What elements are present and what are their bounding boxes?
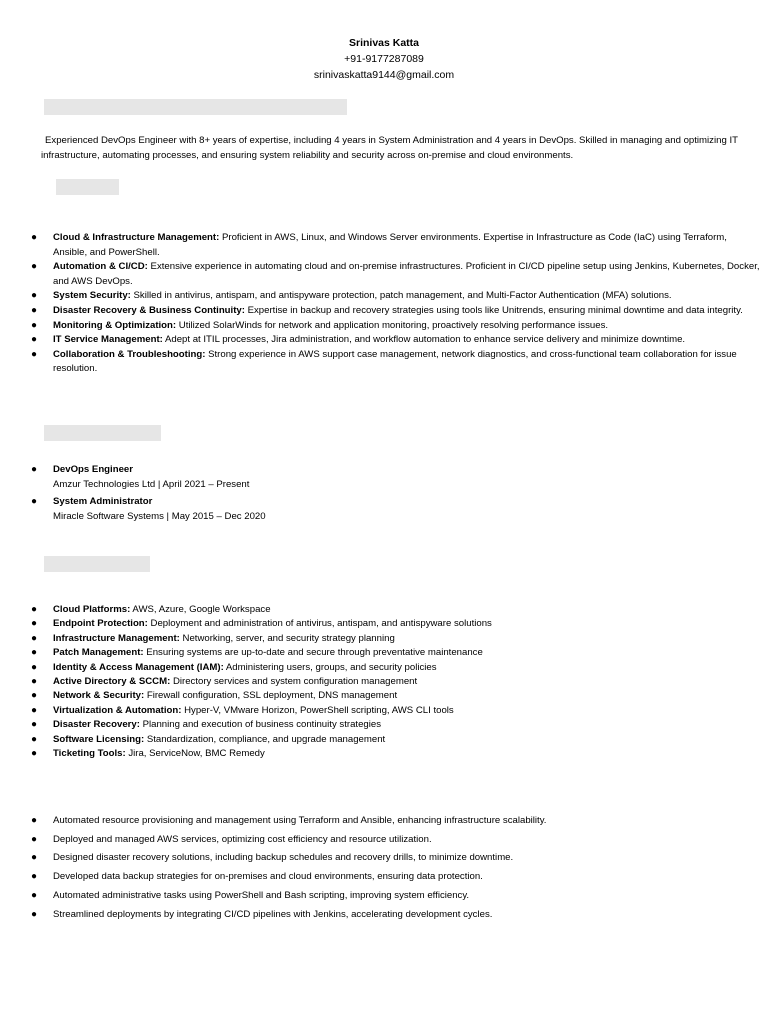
experience-list [31,462,553,526]
list-item: ● Developed data backup strategies for on-premises and cloud environments, ensuring data protection. [53,868,733,887]
job-detail: Miracle Software Systems | May 2015 – Dec 2020 [53,511,266,522]
bullet-icon: ● [31,661,38,673]
list-item: ● Active Directory & SCCM: Directory services and system configuration management [53,675,653,689]
bullet-icon: ● [31,690,38,702]
bullet-icon: ● [31,719,38,731]
bullet-icon: ● [31,618,38,630]
list-item: ● Patch Management: Ensuring systems are up-to-date and secure through preventative maintenance [53,646,653,660]
list-item: ● Designed disaster recovery solutions, including backup schedules and recovery drills, to minimize downtime. [53,849,733,868]
email-address: srinivaskatta9144@gmail.com [313,69,455,81]
bullet-icon: ● [31,748,38,760]
bullet-icon: ● [31,496,38,507]
bullet-icon: ● [31,290,38,302]
bullet-icon: ● [31,632,38,644]
redacted-heading-bar [56,179,119,195]
list-item: ● Automation & CI/CD: Extensive experience in automating cloud and on-premise infrastructures. Proficient in CI/CD pipeline setup using Jenkins, Kubernetes, Docker, and AWS DevOps. [31,261,760,287]
bullet-icon: ● [31,676,38,688]
bullet-icon: ● [31,704,38,716]
list-item [31,462,553,492]
bullet-icon: ● [31,604,38,615]
list-item: ● Identity & Access Management (IAM): Administering users, groups, and security policies [53,661,653,675]
redacted-heading-bar [44,425,161,441]
bullet-icon: ● [31,647,38,659]
candidate-name: Srinivas Katta [348,37,420,49]
list-item [31,494,553,524]
list-item: ● Automated resource provisioning and management using Terraform and Ansible, enhancing infrastructure scalability. [53,812,733,831]
list-item: ● IT Service Management: Adept at ITIL processes, Jira administration, and workflow automation to enhance service delivery and minimize downtime. [53,333,761,348]
bullet-icon: ● [31,261,38,273]
bullet-icon: ● [31,464,38,475]
bullet-icon: ● [31,908,38,920]
job-role: DevOps Engineer [53,464,133,475]
list-item: ● Monitoring & Optimization: Utilized SolarWinds for network and application monitoring, proactively resolving performance issues. [53,319,761,334]
phone-number: +91-9177287089 [344,53,424,65]
bullet-icon: ● [31,833,38,845]
redacted-heading-bar [44,556,150,572]
bullet-icon: ● [31,319,38,331]
bullet-icon: ● [31,232,38,243]
skills-list [31,231,761,377]
list-item: ● Disaster Recovery: Planning and execution of business continuity strategies [53,718,653,732]
bullet-icon: ● [31,889,38,901]
bullet-icon: ● [31,334,38,346]
job-role: System Administrator [53,496,153,507]
list-item: ● Cloud & Infrastructure Management: Proficient in AWS, Linux, and Windows Server environments. Expertise in Infrastructure as Code (IaC) using Terraform, Ansible, and PowerShell. [31,232,727,258]
redacted-heading-bar [44,99,347,115]
list-item: ● Network & Security: Firewall configuration, SSL deployment, DNS management [53,689,653,703]
list-item: ● Cloud Platforms: AWS, Azure, Google Workspace [53,603,653,617]
list-item: ● Disaster Recovery & Business Continuity: Expertise in backup and recovery strategies using tools like Unitrends, ensuring minimal downtime and data integrity. [53,304,761,319]
bullet-icon: ● [31,871,38,883]
list-item: ● Collaboration & Troubleshooting: Strong experience in AWS support case management, network diagnostics, and cross-functional team collaboration for issue resolution. [31,348,737,375]
job-detail: Amzur Technologies Ltd | April 2021 – Present [53,479,250,490]
bullet-icon: ● [31,733,38,745]
technical-skills-list [31,603,653,761]
list-item: ● Ticketing Tools: Jira, ServiceNow, BMC Remedy [53,747,653,761]
list-item: ● Software Licensing: Standardization, compliance, and upgrade management [53,733,653,747]
list-item: ● Streamlined deployments by integrating CI/CD pipelines with Jenkins, accelerating development cycles. [53,906,733,925]
bullet-icon: ● [31,852,38,864]
list-item: ● Endpoint Protection: Deployment and administration of antivirus, antispam, and antispyware solutions [53,617,653,631]
achievements-list [31,812,733,924]
list-item: ● Deployed and managed AWS services, optimizing cost efficiency and resource utilization. [53,831,733,850]
bullet-icon: ● [31,348,38,360]
list-item: ● Automated administrative tasks using PowerShell and Bash scripting, improving system efficiency. [53,887,733,906]
list-item: ● Infrastructure Management: Networking, server, and security strategy planning [53,632,653,646]
list-item: ● Virtualization & Automation: Hyper-V, VMware Horizon, PowerShell scripting, AWS CLI tools [53,704,653,718]
list-item: ● System Security: Skilled in antivirus, antispam, and antispyware protection, patch management, and Multi-Factor Authentication (MFA) solutions. [53,289,761,304]
professional-summary: Experienced DevOps Engineer with 8+ years of expertise, including 4 years in System Administration and 4 years in DevOps. Skilled in managing and optimizing IT infrastructure, automating processes, and ensuring system reliability and security across on-premise and cloud environments. [41,135,738,161]
bullet-icon: ● [31,815,38,826]
bullet-icon: ● [31,304,38,316]
resume-header [0,35,768,83]
